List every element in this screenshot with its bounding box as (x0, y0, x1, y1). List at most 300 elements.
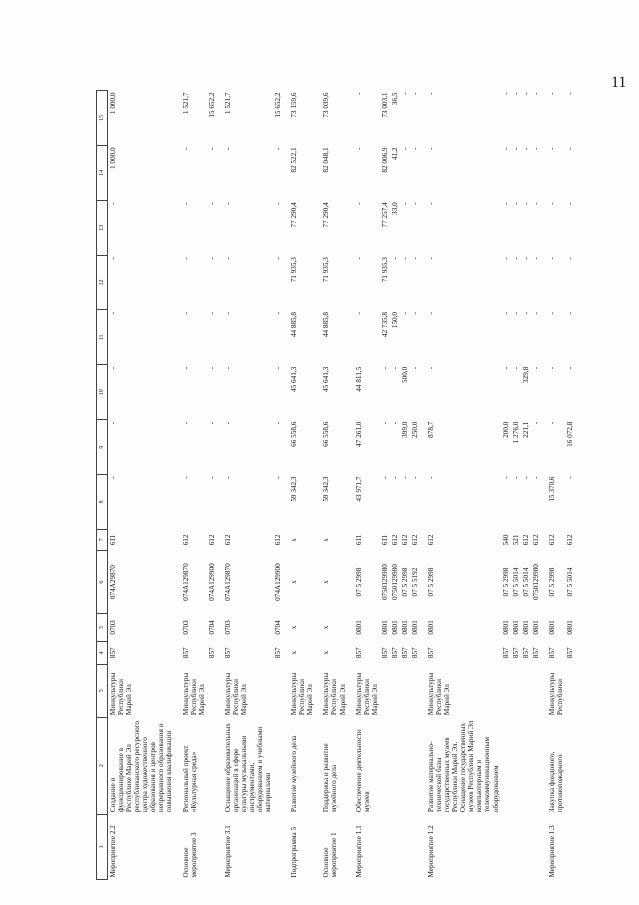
table-row (108, 91, 175, 880)
table-cell-col-7: 612 (427, 534, 435, 546)
table-cell-col-3 (501, 664, 511, 717)
table-cell-col-3: Минкультуры Республики Марий Эл (109, 672, 134, 716)
table-cell-col-15: - (354, 92, 363, 95)
table-cell-col-15: - (427, 92, 435, 95)
table-cell-col-7: 612 (521, 534, 530, 546)
table-row (315, 91, 347, 880)
table-cell-col-13: 77 290,4 (322, 202, 331, 228)
table-cell-col-1 (380, 814, 390, 879)
table-cell-col-12: 71 935,3 (380, 257, 389, 283)
table-cell-col-8: 43 971,7 (354, 476, 363, 502)
table-cell-col-12: - (531, 257, 540, 260)
table-cell-col-10: 45 641,3 (290, 366, 299, 392)
table-cell-col-15: 15 652,2 (207, 92, 216, 118)
table-cell-col-1 (273, 814, 283, 879)
table-cell-col-5: 0704 (207, 620, 216, 635)
table-cell-col-12: - (521, 257, 530, 260)
table-cell-col-10: - (390, 366, 399, 370)
table-cell-col-6: 07 5 2998 (400, 567, 409, 597)
table-cell-col-8: - (427, 476, 435, 479)
table-cell-col-3 (565, 664, 575, 717)
table-cell-col-13: - (501, 202, 510, 205)
table-cell-col-10: - (181, 366, 190, 370)
table-cell-col-4: 857 (274, 647, 283, 659)
table-cell-col-2 (273, 717, 283, 814)
table-cell-col-10: - (223, 366, 232, 370)
table-cell-col-2 (380, 717, 390, 814)
table-cell-col-15: - (531, 92, 540, 95)
table-cell-col-2 (565, 717, 575, 814)
table-cell-col-14: 82 006,9 (380, 147, 389, 173)
table-cell-col-9: - (380, 421, 389, 425)
table-cell-col-14: 1 000,0 (109, 147, 117, 169)
table-row (531, 91, 541, 880)
table-cell-col-4: х (322, 650, 331, 655)
table-cell-col-12: - (565, 257, 574, 260)
table-cell-col-4: 857 (410, 647, 419, 659)
table-body (108, 91, 576, 880)
table-cell-col-14: - (354, 147, 363, 150)
table-cell-col-5: 0703 (181, 620, 190, 635)
table-cell-col-13: - (547, 202, 556, 205)
table-cell-col-3: Минкультуры Республики Марий Эл (322, 672, 347, 716)
table-cell-col-4: 857 (427, 647, 435, 659)
table-cell-col-5: 0801 (410, 620, 419, 635)
table-cell-col-11: 44 885,8 (290, 311, 299, 338)
table-cell-col-4: 857 (223, 647, 232, 659)
table-cell-col-11: - (410, 311, 419, 315)
table-cell-col-11: - (354, 311, 363, 315)
table-cell-col-13: - (400, 202, 409, 205)
table-cell-col-11: 44 885,8 (322, 311, 331, 338)
column-header-14: 14 (97, 145, 108, 200)
table-cell-col-10: - (511, 366, 520, 370)
table-cell-col-10: - (531, 366, 540, 370)
table-cell-col-5: 0801 (531, 620, 540, 635)
table-cell-col-3 (531, 664, 541, 717)
table-cell-col-15: - (501, 92, 510, 95)
table-cell-col-15: 1 521,7 (223, 92, 232, 115)
table-cell-col-3: Минкультуры Республики Марий Эл (223, 672, 248, 716)
column-header-7: 7 (97, 529, 108, 550)
table-cell-col-9: 1 276,0 (511, 421, 520, 444)
column-header-10: 10 (97, 365, 108, 420)
rotated-table-wrapper (96, 90, 616, 880)
table-cell-col-3: Минкультуры Республики (547, 672, 564, 716)
table-cell-col-14: - (501, 147, 510, 150)
column-header-3: 3 (97, 664, 108, 717)
table-cell-col-15: - (547, 92, 556, 95)
table-cell-col-15: 1 000,0 (109, 92, 117, 115)
table-cell-col-11: - (427, 311, 435, 315)
table-cell-col-5: 0704 (274, 620, 283, 635)
table-cell-col-10: 45 641,3 (322, 366, 331, 392)
table-cell-col-5: 0801 (565, 620, 574, 635)
table-cell-col-1 (511, 814, 521, 879)
table-cell-col-2 (531, 717, 541, 814)
table-cell-col-7: 521 (511, 534, 520, 546)
table-cell-col-13: - (427, 202, 435, 205)
table-cell-col-1: Мероприятие 3.1 (223, 825, 232, 878)
table-cell-col-9: 47 261,0 (354, 421, 363, 447)
table-cell-col-4: 857 (109, 647, 117, 659)
table-cell-col-13: 77 257,4 (380, 202, 389, 228)
table-cell-col-8: - (181, 476, 190, 479)
table-cell-col-5: х (322, 625, 331, 630)
table-cell-col-13: - (354, 202, 363, 205)
table-cell-col-8: - (531, 476, 540, 479)
table-cell-col-1 (207, 814, 217, 879)
column-header-4: 4 (97, 641, 108, 664)
table-cell-col-8: - (400, 476, 409, 479)
table-cell-col-4: 857 (521, 647, 530, 659)
table-cell-col-5: 0703 (223, 620, 232, 635)
table-cell-col-4: х (290, 650, 299, 655)
table-cell-col-6: 074A129900 (274, 563, 283, 601)
table-cell-col-14: - (531, 147, 540, 150)
column-header-2: 2 (97, 717, 108, 814)
table-cell-col-9: 16 072,8 (565, 421, 574, 447)
table-cell-col-2: Закупка фондового, противопожарного (547, 751, 564, 813)
table-cell-col-15: 73 003,1 (380, 92, 389, 118)
table-cell-col-14: - (521, 147, 530, 150)
table-cell-col-3 (207, 664, 217, 717)
table-cell-col-5: 0801 (380, 620, 389, 635)
table-cell-col-10: 500,0 (400, 366, 409, 383)
table-cell-col-13: - (531, 202, 540, 205)
table-row (217, 91, 273, 880)
table-cell-col-11: - (400, 311, 409, 315)
table-cell-col-9: - (181, 421, 190, 425)
column-header-6: 6 (97, 550, 108, 613)
table-cell-col-10: - (565, 366, 574, 370)
table-cell-col-8: - (380, 476, 389, 479)
table-cell-col-8: 15 370,6 (547, 476, 556, 502)
table-cell-col-14: - (181, 147, 190, 150)
table-cell-col-4: 857 (181, 647, 190, 659)
table-cell-col-11: - (521, 311, 530, 315)
table-cell-col-15: - (410, 92, 419, 95)
table-cell-col-12: - (207, 257, 216, 260)
table-cell-col-12: - (354, 257, 363, 260)
table-cell-col-13: - (223, 202, 232, 205)
table-cell-col-6: 0750129980 (390, 564, 399, 601)
table-cell-col-7: 612 (181, 534, 190, 546)
table-cell-col-13: - (207, 202, 216, 205)
table-cell-col-8: 59 342,3 (290, 476, 299, 502)
table-cell-col-11: - (547, 311, 556, 315)
table-row (390, 91, 400, 880)
table-cell-col-4: 857 (207, 647, 216, 659)
table-cell-col-5: 0801 (354, 620, 363, 635)
table-cell-col-6: 0750129980 (531, 564, 540, 601)
table-header (97, 91, 108, 880)
table-cell-col-5: 0801 (511, 620, 520, 635)
table-cell-col-8: - (223, 476, 232, 479)
table-cell-col-9: - (531, 421, 540, 425)
table-cell-col-9: 221,1 (521, 421, 530, 438)
table-cell-col-7: х (322, 538, 331, 542)
table-cell-col-12: - (274, 257, 283, 260)
table-cell-col-14: - (207, 147, 216, 150)
table-cell-col-1 (410, 814, 420, 879)
table-cell-col-3 (511, 664, 521, 717)
table-cell-col-5: 0801 (427, 620, 435, 635)
table-cell-col-10: - (427, 366, 435, 370)
table-cell-col-3 (380, 664, 390, 717)
table-cell-col-14: - (223, 147, 232, 150)
column-header-9: 9 (97, 420, 108, 475)
table-row (501, 91, 511, 880)
table-cell-col-1: Подпрограмма 5 (290, 826, 299, 878)
table-cell-col-8: - (565, 476, 574, 479)
table-cell-col-9: - (547, 421, 556, 425)
table-cell-col-13: 33,0 (390, 202, 399, 215)
table-cell-col-9: 399,0 (400, 421, 409, 438)
table-cell-col-11: - (223, 311, 232, 315)
table-cell-col-11: - (501, 311, 510, 315)
table-cell-col-6: 07 5 5014 (511, 567, 520, 597)
table-cell-col-7: 611 (109, 534, 117, 546)
table-cell-col-13: - (511, 202, 520, 205)
table-cell-col-12: - (223, 257, 232, 260)
table-cell-col-15: - (565, 92, 574, 95)
table-cell-col-9: 250,0 (410, 421, 419, 438)
table-cell-col-7: 612 (531, 534, 540, 546)
table-cell-col-5: 0801 (400, 620, 409, 635)
table-cell-col-15: 36,5 (390, 92, 399, 106)
column-header-1: 1 (97, 814, 108, 879)
table-cell-col-8: - (109, 476, 117, 479)
budget-table (96, 90, 575, 880)
table-cell-col-6: 07 5 2998 (547, 567, 556, 597)
table-cell-col-12: - (501, 257, 510, 260)
table-cell-col-11: - (274, 311, 283, 315)
table-cell-col-6: 0750129980 (380, 564, 389, 601)
table-cell-col-15: - (400, 92, 409, 95)
table-cell-col-3 (521, 664, 531, 717)
table-cell-col-11: - (531, 311, 540, 315)
table-cell-col-11: - (207, 311, 216, 315)
table-cell-col-2: Обеспечение деятельности музеев (354, 729, 371, 813)
table-cell-col-10: - (109, 366, 117, 370)
table-row (348, 91, 380, 880)
table-cell-col-4: 857 (547, 647, 556, 659)
table-cell-col-11: - (109, 311, 117, 315)
table-cell-col-10: - (547, 366, 556, 370)
table-cell-col-14: - (427, 147, 435, 150)
table-cell-col-8: - (390, 476, 399, 479)
table-cell-col-3: Минкультуры Республики Марий Эл (181, 672, 206, 716)
table-cell-col-1 (390, 814, 400, 879)
table-row (400, 91, 410, 880)
table-cell-col-14: 82 048,1 (322, 147, 331, 173)
table-cell-col-14: 82 522,1 (290, 147, 299, 173)
table-cell-col-5: х (290, 625, 299, 630)
table-cell-col-6: 074A129900 (207, 563, 216, 601)
column-header-11: 11 (97, 310, 108, 365)
table-cell-col-6: 07 5 5192 (410, 567, 419, 597)
table-cell-col-13: - (274, 202, 283, 205)
table-cell-col-12: 71 935,3 (290, 257, 299, 283)
table-cell-col-3: Минкультуры Республики Марий Эл (427, 672, 452, 716)
table-cell-col-11: 150,0 (390, 311, 399, 329)
table-cell-col-4: 857 (531, 647, 540, 659)
table-cell-col-11: 42 735,8 (380, 311, 389, 338)
table-cell-col-6: 07 5 5014 (565, 567, 574, 597)
table-cell-col-2 (511, 717, 521, 814)
table-cell-col-3 (410, 664, 420, 717)
table-cell-col-13: 77 290,4 (290, 202, 299, 228)
table-cell-col-5: 0801 (501, 620, 510, 635)
table-cell-col-13: - (565, 202, 574, 205)
table-cell-col-15: 73 159,6 (290, 92, 299, 118)
table-cell-col-9: - (207, 421, 216, 425)
table-cell-col-13: - (410, 202, 419, 205)
table-cell-col-14: - (400, 147, 409, 150)
table-cell-col-12: - (109, 257, 117, 260)
table-cell-col-12: 71 935,3 (322, 257, 331, 283)
table-cell-col-3 (273, 664, 283, 717)
table-cell-col-1: Основное мероприятие 3 (181, 832, 198, 878)
column-header-12: 12 (97, 255, 108, 310)
table-cell-col-6: 074A129870 (223, 563, 232, 601)
table-cell-col-15: 15 652,2 (274, 92, 283, 118)
table-cell-col-15: - (521, 92, 530, 95)
table-cell-col-2 (390, 717, 400, 814)
table-cell-col-1 (521, 814, 531, 879)
table-cell-col-15: - (511, 92, 520, 95)
table-cell-col-1: Мероприятие 1.2 (427, 825, 435, 878)
table-cell-col-12: - (547, 257, 556, 260)
table-cell-col-2 (400, 717, 410, 814)
table-cell-col-12: - (181, 257, 190, 260)
table-cell-col-7: 611 (380, 534, 389, 546)
table-cell-col-12: - (511, 257, 520, 260)
table-cell-col-1 (531, 814, 541, 879)
table-cell-col-14: - (511, 147, 520, 150)
table-cell-col-7: 612 (207, 534, 216, 546)
table-cell-col-7: 612 (400, 534, 409, 546)
table-cell-col-6: 07 5 2998 (501, 567, 510, 597)
table-cell-col-6: 07 5 5014 (521, 567, 530, 597)
table-cell-col-14: - (565, 147, 574, 150)
table-cell-col-5: 0703 (109, 620, 117, 635)
table-cell-col-14: - (274, 147, 283, 150)
table-row (283, 91, 315, 880)
table-cell-col-12: - (390, 257, 399, 260)
table-row (420, 91, 501, 880)
table-cell-col-10: - (207, 366, 216, 370)
table-cell-col-8: - (501, 476, 510, 479)
table-cell-col-8: 59 342,3 (322, 476, 331, 502)
table-cell-col-4: 857 (400, 647, 409, 659)
table-cell-col-8: - (521, 476, 530, 479)
table-cell-col-10: - (274, 366, 283, 370)
table-cell-col-7: 540 (501, 534, 510, 546)
table-cell-col-7: 612 (390, 534, 399, 546)
table-cell-col-3 (400, 664, 410, 717)
table-cell-col-6: 074A129870 (181, 563, 190, 601)
table-cell-col-6: 07 5 2998 (427, 567, 435, 597)
table-cell-col-14: - (547, 147, 556, 150)
table-cell-col-7: 612 (565, 534, 574, 546)
table-cell-col-8: - (410, 476, 419, 479)
table-cell-col-6: х (322, 580, 331, 584)
table-cell-col-2 (410, 717, 420, 814)
table-cell-col-2: Региональный проект «Культурная среда» (181, 745, 198, 813)
table-cell-col-7: 612 (547, 534, 556, 546)
table-cell-col-10: 44 811,5 (354, 366, 363, 392)
table-row (565, 91, 575, 880)
column-header-13: 13 (97, 200, 108, 255)
table-row (207, 91, 217, 880)
table-cell-col-15: 1 521,7 (181, 92, 190, 115)
table-cell-col-3: Минкультуры Республики Марий Эл (290, 672, 315, 716)
table-cell-col-11: - (565, 311, 574, 315)
table-row (273, 91, 283, 880)
table-cell-col-1 (501, 814, 511, 879)
table-cell-col-7: 612 (223, 534, 232, 546)
table-cell-col-2: Оснащение образовательных организаций в сфере культуры музыкальными инструментами, оборудованием и учебными материалами (223, 723, 273, 813)
table-cell-col-8: - (274, 476, 283, 479)
table-cell-col-9: - (274, 421, 283, 425)
table-row (175, 91, 207, 880)
column-header-5: 5 (97, 614, 108, 641)
table-cell-col-4: 857 (511, 647, 520, 659)
table-cell-col-9: 66 558,6 (290, 421, 299, 447)
table-cell-col-7: х (290, 538, 299, 542)
table-cell-col-2: Развитие музейного дела (290, 735, 299, 813)
table-cell-col-8: - (511, 476, 520, 479)
table-cell-col-4: 857 (354, 647, 363, 659)
table-row (521, 91, 531, 880)
table-cell-col-14: 41,2 (390, 147, 399, 161)
table-cell-col-9: 66 558,6 (322, 421, 331, 447)
table-row (541, 91, 565, 880)
table-cell-col-2 (501, 717, 511, 814)
column-header-8: 8 (97, 475, 108, 530)
table-cell-col-4: 857 (565, 647, 574, 659)
table-cell-col-10: 329,8 (521, 366, 530, 383)
table-cell-col-1: Мероприятие 1.1 (354, 825, 363, 878)
table-cell-col-13: - (109, 202, 117, 205)
table-cell-col-13: - (521, 202, 530, 205)
table-row (410, 91, 420, 880)
table-cell-col-5: 0801 (521, 620, 530, 635)
table-cell-col-6: 074A29870 (109, 565, 117, 600)
table-cell-col-12: - (410, 257, 419, 260)
table-cell-col-8: - (207, 476, 216, 479)
table-cell-col-12: - (400, 257, 409, 260)
column-header-15: 15 (97, 91, 108, 146)
table-row (511, 91, 521, 880)
table-cell-col-11: - (511, 311, 520, 315)
table-cell-col-14: - (410, 147, 419, 150)
table-cell-col-9: - (223, 421, 232, 425)
table-cell-col-1 (565, 814, 575, 879)
table-cell-col-12: - (427, 257, 435, 260)
table-cell-col-7: 611 (354, 534, 363, 546)
table-cell-col-1: Основное мероприятие 1 (322, 832, 339, 878)
table-cell-col-2 (521, 717, 531, 814)
table-cell-col-1 (400, 814, 410, 879)
table-cell-col-11: - (181, 311, 190, 315)
table-cell-col-7: 612 (410, 534, 419, 546)
table-cell-col-4: 857 (380, 647, 389, 659)
table-cell-col-4: 857 (390, 647, 399, 659)
table-cell-col-6: х (290, 580, 299, 584)
